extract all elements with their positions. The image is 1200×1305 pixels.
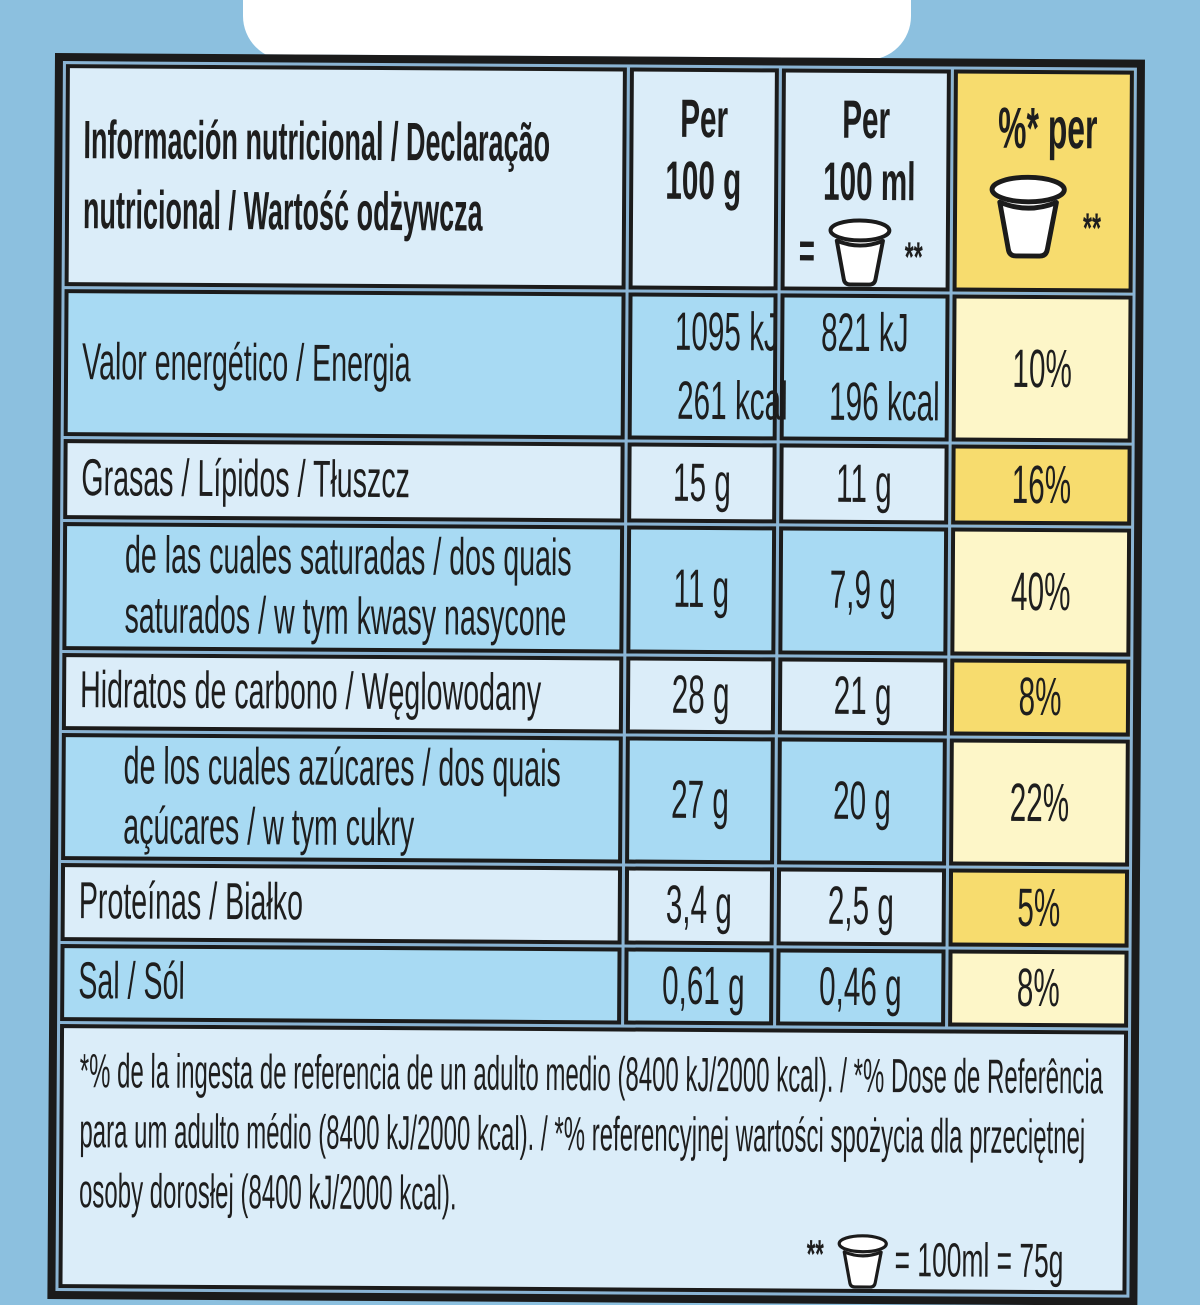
carbohydrate-per-100g: 28 g (671, 664, 730, 725)
energy-per-100g: 1095 kJ 261 kcal (674, 301, 789, 432)
yogurt-pot-icon (977, 172, 1080, 259)
carbohydrate-per-100ml: 21 g (833, 665, 892, 726)
row-protein (61, 864, 1129, 948)
fat-percent: 16% (1011, 455, 1072, 516)
saturates-percent: 40% (1010, 561, 1071, 623)
header-per-100g-cell (629, 68, 779, 291)
yogurt-pot-icon (830, 1232, 894, 1288)
saturates-per-100g: 11 g (673, 559, 730, 620)
salt-percent: 8% (1016, 958, 1060, 1019)
row-salt (60, 944, 1128, 1028)
equals-sign: = (798, 222, 816, 280)
footnote-row (58, 1024, 1128, 1295)
energy-label: Valor energético / Energia (81, 332, 411, 393)
salt-per-100ml: 0,46 g (819, 956, 903, 1017)
table-title: Información nutricional / Declaração nutricional / Wartość odżywcza (82, 110, 551, 243)
sugars-percent: 22% (1009, 772, 1070, 833)
packaging-cutout (243, 0, 911, 60)
double-asterisk: ** (806, 1232, 824, 1277)
energy-per-100ml: 821 kJ 196 kcal (820, 302, 940, 433)
carbohydrate-percent: 8% (1018, 667, 1062, 728)
sugars-per-100g: 27 g (670, 769, 729, 831)
header-percent-cell (953, 69, 1134, 292)
salt-per-100g: 0,61 g (662, 955, 746, 1016)
protein-percent: 5% (1017, 877, 1061, 939)
table-header-row (65, 64, 1134, 293)
per-100g-line2: 100 g (665, 150, 742, 212)
row-fat (63, 439, 1131, 526)
saturates-per-100ml: 7,9 g (829, 560, 897, 621)
sugars-per-100ml: 20 g (832, 770, 891, 832)
salt-label: Sal / Sól (78, 952, 186, 1012)
per-100ml-line2: 100 ml (822, 151, 916, 213)
sugars-label: de los cuales azúcares / dos quais açúcares / w tym cukry (123, 737, 562, 857)
fat-label: Grasas / Lípidos / Tłuszcz (81, 449, 411, 510)
protein-label: Proteínas / Białko (78, 872, 304, 932)
serving-equivalence-note (78, 1228, 1122, 1290)
row-sugars (61, 733, 1130, 867)
percent-per-label: %* per (997, 95, 1098, 162)
reference-intake-note: *% de la ingesta de referencia de un adulto medio (8400 kJ/2000 kcal). / *% Dose de Referência para um adulto médio (8400 kJ/2000 kcal). / *% referencyjnej wartości spożycia dla przeciętnej osoby dorosłej (8400 kJ/2000 kcal). (78, 1044, 1104, 1221)
protein-per-100g: 3,4 g (665, 875, 733, 936)
equivalence-text: = 100ml = 75g (894, 1234, 1064, 1289)
nutrition-table (47, 53, 1145, 1305)
nutrition-facts-panel (47, 53, 1145, 1305)
fat-per-100ml: 11 g (835, 453, 892, 514)
double-asterisk: ** (904, 233, 924, 281)
carbohydrate-label: Hidratos de carbono / Węglowodany (79, 661, 542, 723)
per-100g-line1: Per (679, 88, 729, 150)
header-title-cell (65, 64, 628, 290)
per-100ml-line1: Per (841, 89, 890, 151)
header-per-100ml-cell (780, 68, 951, 291)
protein-per-100ml: 2,5 g (827, 876, 895, 937)
row-energy (64, 289, 1133, 443)
saturates-label: de las cuales saturadas / dos quais saturados / w tym kwasy nasycone (124, 526, 572, 648)
fat-per-100g: 15 g (672, 452, 731, 513)
yogurt-pot-icon (819, 217, 901, 287)
row-saturates (62, 522, 1131, 656)
energy-percent: 10% (1012, 338, 1072, 399)
double-asterisk: ** (1082, 204, 1102, 252)
row-carbohydrate (62, 653, 1130, 737)
